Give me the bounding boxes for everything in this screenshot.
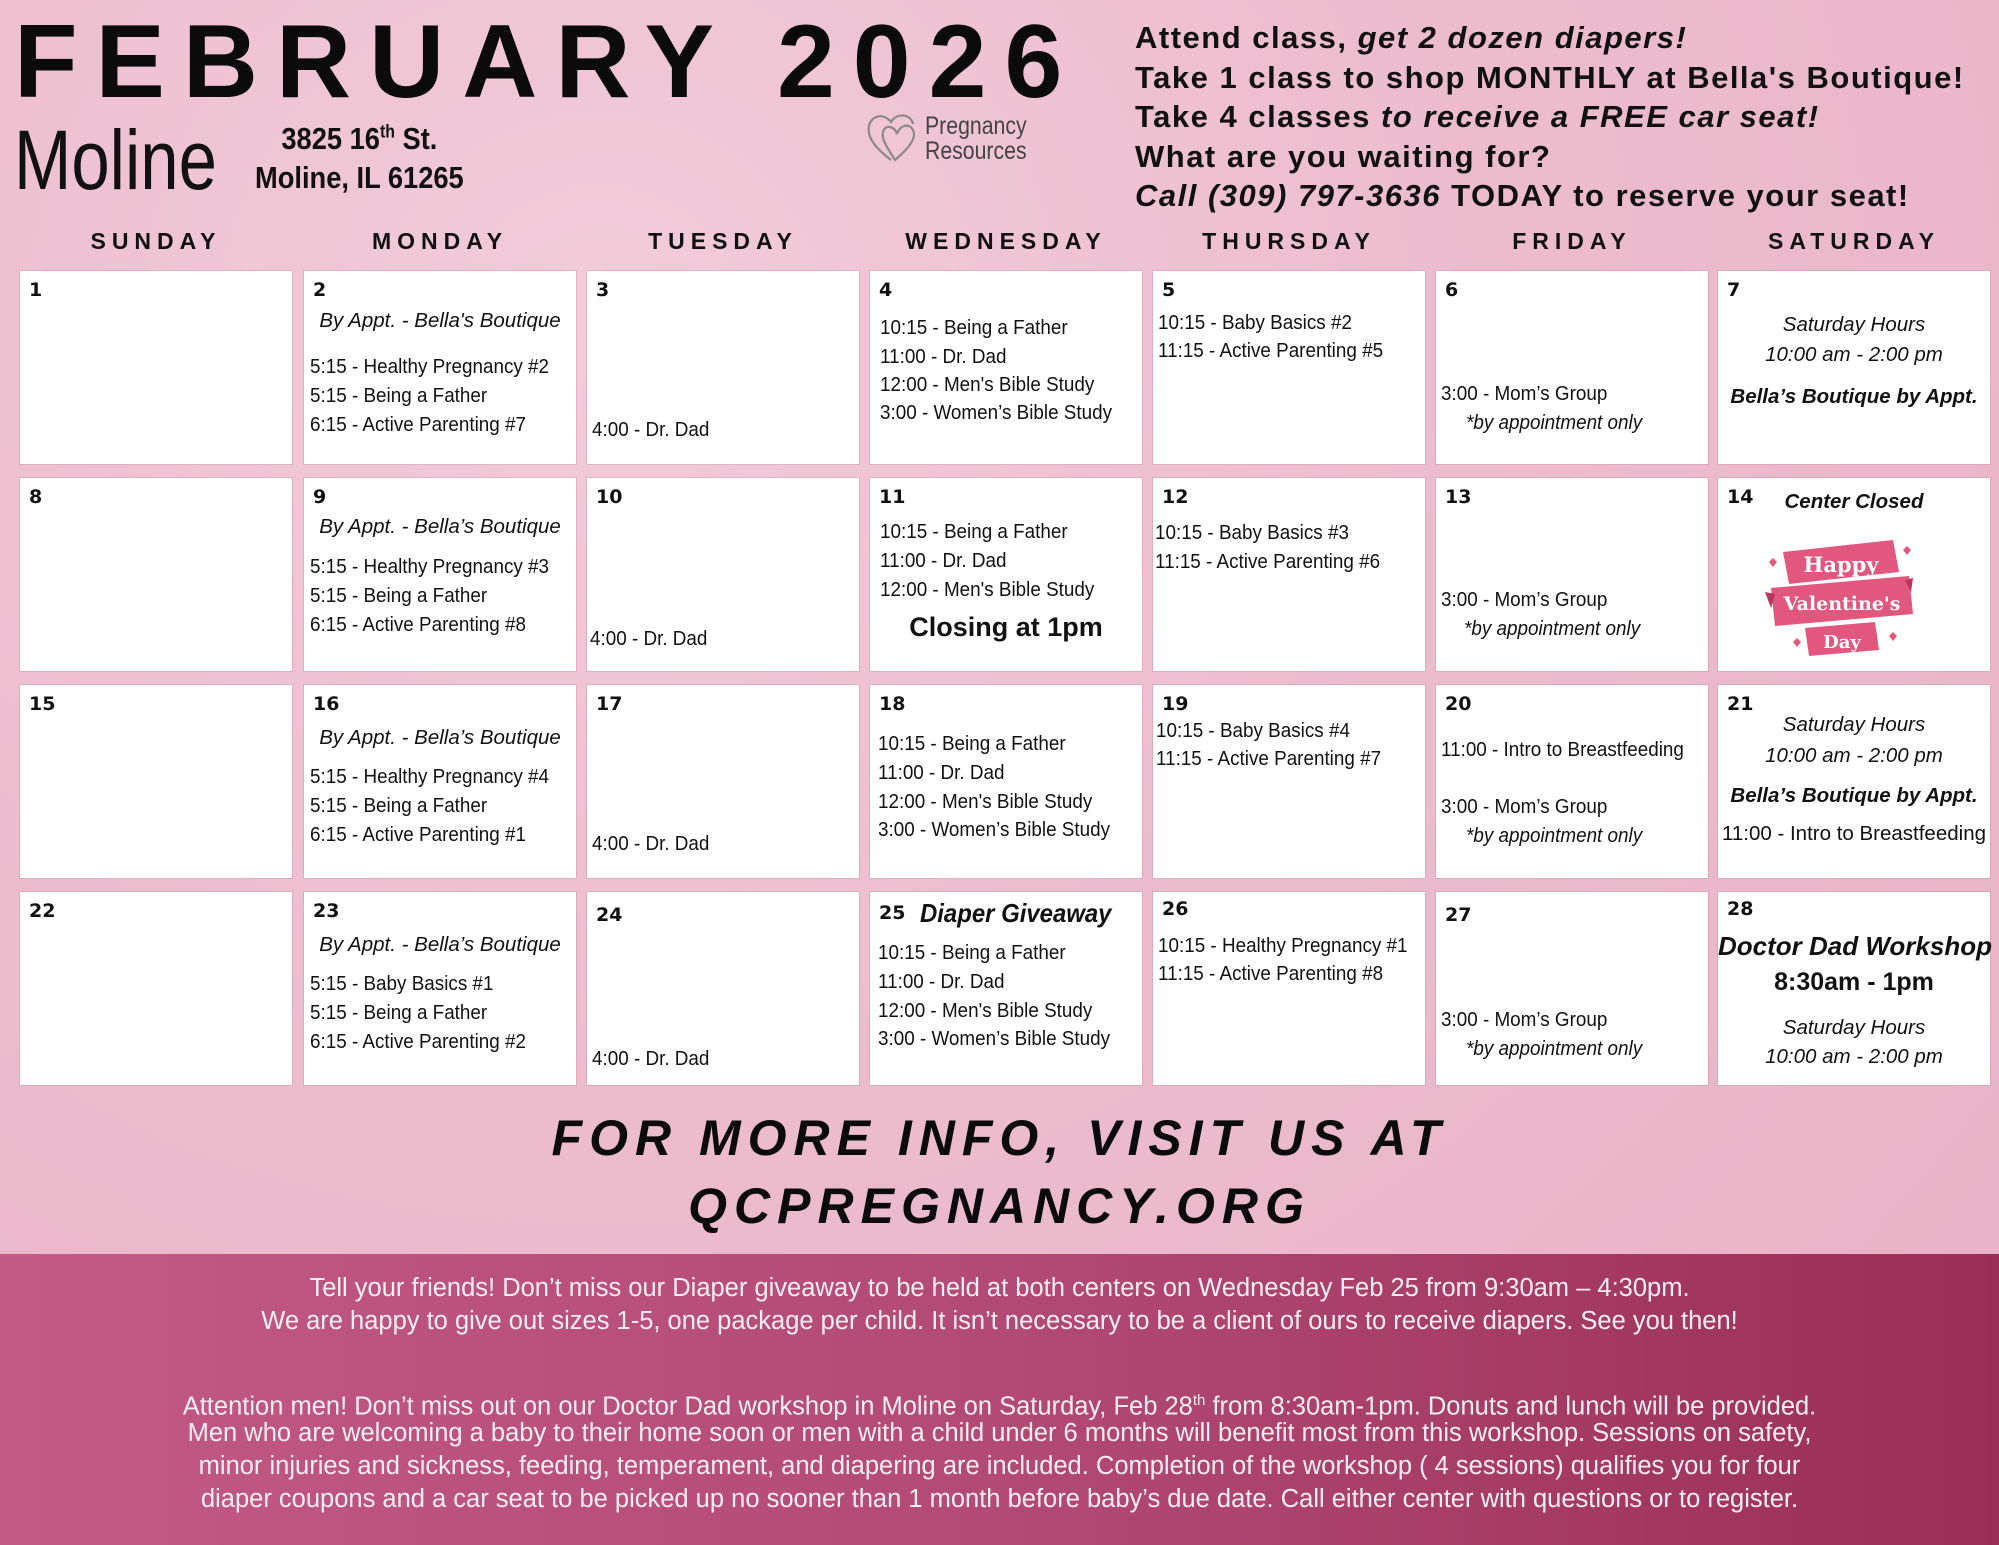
event: 11:15 - Active Parenting #6: [1155, 550, 1381, 573]
day-number: 22: [29, 900, 56, 922]
day-header-thursday: THURSDAY: [1202, 228, 1376, 254]
event: 11:15 - Active Parenting #7: [1156, 747, 1382, 770]
doctor-dad-workshop-label: Doctor Dad Workshop: [1718, 931, 1992, 961]
event: 3:00 - Mom’s Group: [1441, 588, 1608, 611]
promo-l1b: get 2 dozen diapers!: [1357, 20, 1688, 55]
day-number: 8: [29, 486, 43, 508]
promo-line2: Take 1 class to shop MONTHLY at Bella's Boutique!: [1135, 59, 1965, 95]
event: 5:15 - Healthy Pregnancy #4: [310, 765, 550, 788]
day-number: 2: [313, 279, 327, 301]
day-header-wednesday: WEDNESDAY: [905, 228, 1107, 254]
day-number: 9: [313, 486, 327, 508]
day-number: 21: [1727, 693, 1754, 715]
address-street-rest: St.: [394, 121, 438, 156]
promo-line3: [1135, 97, 1965, 137]
promo-line4: What are you waiting for?: [1135, 138, 1552, 174]
event-note: *by appointment only: [1466, 411, 1643, 434]
day-cell-16: [304, 685, 576, 878]
promo-block: [1135, 18, 1965, 216]
event: Bella’s Boutique by Appt.: [1730, 784, 1978, 807]
event: 11:00 - Dr. Dad: [878, 761, 1005, 784]
day-header-sunday: SUNDAY: [90, 228, 222, 254]
event: 3:00 - Mom’s Group: [1441, 795, 1608, 818]
valentine-word1: Happy: [1803, 552, 1879, 577]
day-cell-20: [1436, 685, 1708, 878]
heart-icon: [1793, 638, 1801, 647]
banner-line: Tell your friends! Don’t miss our Diaper giveaway to be held at both centers on Wednesday Feb 25 from 9:30am – 4:30pm.: [309, 1274, 1690, 1302]
saturday-hours-label: Saturday Hours: [1782, 313, 1926, 336]
event: 5:15 - Being a Father: [310, 384, 488, 407]
heart-icon: [1769, 558, 1777, 567]
valentines-day-badge: [1765, 532, 1915, 657]
heart-icon: [1889, 632, 1897, 641]
logo-text: [925, 114, 1027, 164]
event: 11:00 - Dr. Dad: [880, 345, 1007, 368]
info-banner: [0, 1254, 1999, 1545]
event: 4:00 - Dr. Dad: [592, 1047, 710, 1070]
event: 11:00 - Intro to Breastfeeding: [1441, 738, 1684, 761]
more-info-line1: FOR MORE INFO, VISIT US AT: [551, 1110, 1448, 1166]
day-header-saturday: SATURDAY: [1768, 228, 1940, 254]
day-number: 18: [879, 693, 906, 715]
day-header-friday: FRIDAY: [1512, 228, 1632, 254]
address-city: Moline, IL 61265: [255, 159, 464, 195]
website-url: QCPREGNANCY.ORG: [688, 1178, 1311, 1234]
event: 11:15 - Active Parenting #8: [1158, 962, 1384, 985]
day-cell-17: [587, 685, 859, 878]
day-number: 17: [596, 693, 623, 715]
event-note: *by appointment only: [1466, 1037, 1643, 1060]
event: By Appt. - Bella's Boutique: [319, 309, 561, 332]
more-info-heading: [0, 1108, 1999, 1236]
day-cell-4: [870, 271, 1142, 464]
day-cell-12: [1153, 478, 1425, 671]
day-cell-11: [870, 478, 1142, 671]
city-name: Moline: [14, 113, 217, 207]
day-cell-19: [1153, 685, 1425, 878]
day-cell-21: [1718, 685, 1990, 878]
logo-line1: Pregnancy: [925, 112, 1027, 140]
workshop-time: 8:30am - 1pm: [1774, 968, 1934, 996]
event: 6:15 - Active Parenting #7: [310, 413, 526, 436]
event: 3:00 - Mom’s Group: [1441, 382, 1608, 405]
promo-l3b: to receive a FREE car seat!: [1381, 99, 1820, 134]
event: 4:00 - Dr. Dad: [592, 418, 710, 441]
day-cell-7: [1718, 271, 1990, 464]
day-number: 16: [313, 693, 340, 715]
banner-line-sup: th: [1192, 1392, 1206, 1409]
event: 10:15 - Being a Father: [878, 941, 1066, 964]
event: 12:00 - Men's Bible Study: [880, 373, 1095, 396]
center-closed-label: Center Closed: [1784, 490, 1924, 513]
event: 10:15 - Healthy Pregnancy #1: [1158, 934, 1408, 957]
day-cell-9: [304, 478, 576, 671]
day-cell-6: [1436, 271, 1708, 464]
address-street-sup: th: [379, 121, 395, 142]
day-number: 6: [1445, 279, 1459, 301]
saturday-hours-label: Saturday Hours: [1782, 713, 1926, 736]
day-cell-27: [1436, 892, 1708, 1085]
day-number: 26: [1162, 898, 1189, 920]
event: 11:00 - Dr. Dad: [878, 970, 1005, 993]
event: 5:15 - Healthy Pregnancy #3: [310, 555, 550, 578]
day-cell-3: [587, 271, 859, 464]
event: 10:15 - Baby Basics #2: [1158, 311, 1352, 334]
banner-line: minor injuries and sickness, feeding, temperament, and diapering are included. Completion of the workshop ( 4 sessions) qualifies you for four: [198, 1452, 1801, 1480]
day-cell-26: [1153, 892, 1425, 1085]
banner-line-part: Attention men! Don’t miss out on our Doctor Dad workshop in Moline on Saturday, Feb 28: [182, 1392, 1193, 1421]
banner-line: diaper coupons and a car seat to be picked up no sooner than 1 month before baby’s due date. Call either center with questions or to register.: [200, 1485, 1799, 1513]
day-header-monday: MONDAY: [371, 228, 509, 254]
saturday-hours-time: 10:00 am - 2:00 pm: [1765, 1045, 1943, 1068]
address-street: [255, 120, 464, 159]
day-number: 27: [1445, 904, 1472, 926]
promo-l1a: Attend class,: [1135, 20, 1358, 55]
day-number: 19: [1162, 693, 1189, 715]
event: 5:15 - Being a Father: [310, 584, 488, 607]
event: 10:15 - Being a Father: [880, 520, 1068, 543]
day-number: 3: [596, 279, 610, 301]
day-number: 25: [879, 902, 906, 924]
day-number: 20: [1445, 693, 1472, 715]
day-cell-28: [1718, 892, 1990, 1085]
event: 5:15 - Baby Basics #1: [310, 972, 494, 995]
event: 11:00 - Dr. Dad: [880, 549, 1007, 572]
day-number: 15: [29, 693, 56, 715]
day-header-tuesday: TUESDAY: [648, 228, 798, 254]
heart-icon: [1903, 546, 1911, 555]
event: 10:15 - Baby Basics #3: [1155, 521, 1349, 544]
promo-line5: [1135, 176, 1965, 216]
event: 6:15 - Active Parenting #8: [310, 613, 526, 636]
banner-line-part: from 8:30am-1pm. Donuts and lunch will be provided.: [1205, 1392, 1817, 1421]
valentine-word3: Day: [1823, 632, 1861, 653]
event-note: *by appointment only: [1464, 617, 1641, 640]
saturday-hours-time: 10:00 am - 2:00 pm: [1765, 343, 1943, 366]
day-cell-24: [587, 892, 859, 1085]
day-cell-22: [20, 892, 292, 1085]
day-cell-1: [20, 271, 292, 464]
day-number: 13: [1445, 486, 1472, 508]
event: 3:00 - Women’s Bible Study: [878, 1027, 1111, 1050]
event: 12:00 - Men's Bible Study: [880, 578, 1095, 601]
event: 6:15 - Active Parenting #2: [310, 1030, 526, 1053]
promo-l3a: Take 4 classes: [1135, 99, 1381, 134]
day-cell-8: [20, 478, 292, 671]
event: 10:15 - Being a Father: [880, 316, 1068, 339]
event: 4:00 - Dr. Dad: [592, 832, 710, 855]
day-cell-25: [870, 892, 1142, 1085]
day-number: 23: [313, 900, 340, 922]
day-cell-13: [1436, 478, 1708, 671]
day-number: 4: [879, 279, 893, 301]
event: 10:15 - Being a Father: [878, 732, 1066, 755]
event: 12:00 - Men's Bible Study: [878, 790, 1093, 813]
saturday-hours-label: Saturday Hours: [1782, 1016, 1926, 1039]
banner-line: We are happy to give out sizes 1-5, one package per child. It isn’t necessary to be a client of ours to receive diapers. See you then!: [261, 1307, 1738, 1335]
day-cell-18: [870, 685, 1142, 878]
day-number: 11: [879, 486, 906, 508]
event: Bella’s Boutique by Appt.: [1730, 385, 1978, 408]
event: 11:00 - Intro to Breastfeeding: [1721, 822, 1986, 845]
day-number: 5: [1162, 279, 1176, 301]
day-cell-23: [304, 892, 576, 1085]
event: By Appt. - Bella’s Boutique: [319, 726, 561, 749]
day-cell-5: [1153, 271, 1425, 464]
day-cell-2: [304, 271, 576, 464]
day-cell-15: [20, 685, 292, 878]
valentine-word2: Valentine's: [1783, 593, 1901, 615]
address: [255, 120, 464, 198]
page-title: FEBRUARY 2026: [14, 4, 1081, 120]
logo: [865, 108, 1040, 166]
event: 11:15 - Active Parenting #5: [1158, 339, 1384, 362]
event: 5:15 - Being a Father: [310, 1001, 488, 1024]
event: 5:15 - Healthy Pregnancy #2: [310, 355, 550, 378]
day-number: 7: [1727, 279, 1741, 301]
event-note: *by appointment only: [1466, 824, 1643, 847]
event: 5:15 - Being a Father: [310, 794, 488, 817]
event: 10:15 - Baby Basics #4: [1156, 719, 1350, 742]
diaper-giveaway-label: Diaper Giveaway: [920, 898, 1112, 928]
event: By Appt. - Bella’s Boutique: [319, 933, 561, 956]
day-number: 1: [29, 279, 43, 301]
banner-line: Men who are welcoming a baby to their home soon or men with a child under 6 months will benefit most from this workshop. Sessions on safety,: [187, 1419, 1812, 1447]
event: 6:15 - Active Parenting #1: [310, 823, 526, 846]
day-number: 14: [1727, 486, 1754, 508]
day-number: 12: [1162, 486, 1189, 508]
closing-notice: Closing at 1pm: [909, 612, 1103, 642]
day-cell-10: [587, 478, 859, 671]
saturday-hours-time: 10:00 am - 2:00 pm: [1765, 744, 1943, 767]
logo-line2: Resources: [925, 137, 1027, 165]
event: 3:00 - Mom’s Group: [1441, 1008, 1608, 1031]
promo-l5b: TODAY to reserve your seat!: [1440, 178, 1910, 213]
event: 3:00 - Women’s Bible Study: [878, 818, 1111, 841]
event: 12:00 - Men's Bible Study: [878, 999, 1093, 1022]
day-number: 24: [596, 904, 623, 926]
event: 3:00 - Women’s Bible Study: [880, 401, 1113, 424]
promo-l5a: Call (309) 797-3636: [1135, 178, 1441, 213]
heart-logo-icon: [865, 108, 921, 166]
day-number: 28: [1727, 898, 1754, 920]
promo-line1: [1135, 18, 1965, 58]
event: By Appt. - Bella’s Boutique: [319, 515, 561, 538]
event: 4:00 - Dr. Dad: [590, 627, 708, 650]
address-street-num: 3825 16: [281, 121, 380, 156]
day-number: 10: [596, 486, 623, 508]
